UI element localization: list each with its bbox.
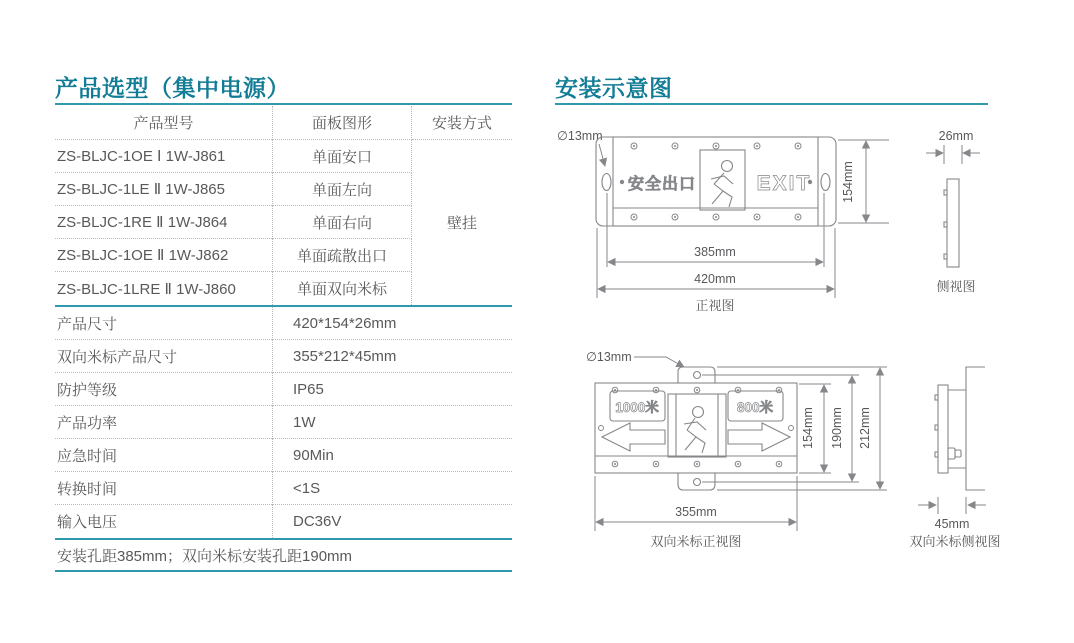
spec-label: 双向米标产品尺寸 [55, 340, 272, 373]
dim-depth-label: 45mm [934, 517, 970, 531]
left-title-underline [55, 103, 512, 105]
meter-side-caption: 双向米标侧视图 [909, 534, 1001, 549]
installation-diagrams [548, 110, 1074, 580]
arrow-right-outline [728, 423, 790, 451]
dimension-154 [799, 384, 831, 473]
arrow-left-outline [602, 423, 665, 451]
sign-text-english: EXIT [756, 172, 812, 195]
spec-label: 应急时间 [55, 439, 272, 472]
side-profile [938, 385, 948, 473]
table-row-panel: 单面疏散出口 [272, 239, 412, 272]
side-view-diagram [926, 129, 980, 294]
table-row-panel: 单面安口 [272, 140, 412, 173]
dim-height-label: 154mm [841, 161, 855, 203]
spec-value: 355*212*45mm [272, 340, 512, 373]
table-row-model: ZS-BLJC-1RE Ⅱ 1W-J864 [55, 206, 272, 239]
meter-panel [595, 383, 797, 473]
dim-h3-label: 212mm [858, 407, 872, 449]
column-header-panel: 面板图形 [272, 106, 412, 140]
leader-line [634, 357, 684, 367]
spec-label: 输入电压 [57, 514, 118, 531]
leader-line [599, 144, 605, 166]
side-profile [947, 179, 959, 267]
table-bottom-rule [55, 570, 512, 572]
spec-value: 420*154*26mm [272, 307, 512, 340]
mounting-hole-left [602, 174, 611, 191]
mounting-merged-cell: 壁挂 [446, 215, 477, 232]
right-title-underline [555, 103, 988, 105]
spec-value: DC36V [272, 505, 512, 538]
table-row-model: ZS-BLJC-1LE Ⅱ 1W-J865 [55, 173, 272, 206]
dimension-45 [918, 497, 986, 531]
wall-bracket [966, 367, 985, 490]
table-row-model: ZS-BLJC-1LRE Ⅱ 1W-J860 [57, 280, 236, 298]
meter-front-caption: 双向米标正视图 [650, 534, 742, 549]
column-header-mounting: 安装方式 [412, 106, 512, 140]
spec-value: 1W [272, 406, 512, 439]
table-row-panel: 单面双向米标 [272, 272, 412, 305]
dimension-355 [595, 476, 797, 531]
meter-front-diagram [586, 350, 887, 549]
dimension-385 [607, 193, 824, 267]
product-model-table [55, 106, 512, 305]
spec-label: 产品功率 [55, 406, 272, 439]
dim-width-label: 420mm [694, 272, 736, 286]
right-section-title: 安装示意图 [555, 75, 673, 101]
dim-h2-label: 190mm [830, 407, 844, 449]
dim-holes-label: 385mm [694, 245, 736, 259]
left-section-title: 产品选型（集中电源） [55, 75, 290, 101]
indicator-dot [620, 180, 624, 184]
spec-value: <1S [272, 472, 512, 505]
cable-gland [948, 448, 961, 459]
mounting-hole-right [821, 174, 830, 191]
table-row-model: ZS-BLJC-1OE Ⅱ 1W-J862 [55, 239, 272, 272]
side-view-caption: 侧视图 [936, 279, 976, 294]
top-mounting-hole [694, 372, 701, 379]
meter-side-diagram [909, 367, 1000, 549]
spec-value: 90Min [272, 439, 512, 472]
dimension-420 [597, 228, 835, 298]
running-man-icon [700, 150, 745, 210]
spec-label: 防护等级 [55, 373, 272, 406]
spec-value: IP65 [272, 373, 512, 406]
bottom-mounting-hole [694, 479, 701, 486]
spec-label: 转换时间 [55, 472, 272, 505]
mounting-distance-note: 安装孔距385mm；双向米标安装孔距190mm [57, 547, 353, 565]
dimension-154 [838, 140, 889, 223]
hole-diameter-label: ∅13mm [586, 350, 632, 364]
table-row-panel: 单面右向 [272, 206, 412, 239]
meter-right-label: 800米 [736, 400, 774, 415]
running-man-icon [668, 394, 726, 457]
column-header-model: 产品型号 [55, 106, 272, 140]
meter-left-label: 1000米 [615, 400, 659, 415]
dim-depth-label: 26mm [938, 129, 974, 143]
front-view-caption: 正视图 [695, 298, 735, 313]
dim-width-label: 355mm [675, 505, 717, 519]
sign-text-chinese: 安全出口 [627, 176, 697, 193]
hole-diameter-label: ∅13mm [557, 129, 603, 143]
front-view-diagram [557, 129, 889, 313]
table-row-model: ZS-BLJC-1OE Ⅰ 1W-J861 [55, 140, 272, 173]
spec-label: 产品尺寸 [55, 307, 272, 340]
dim-h1-label: 154mm [801, 407, 815, 449]
spec-table [55, 307, 512, 538]
table-row-panel: 单面左向 [272, 173, 412, 206]
